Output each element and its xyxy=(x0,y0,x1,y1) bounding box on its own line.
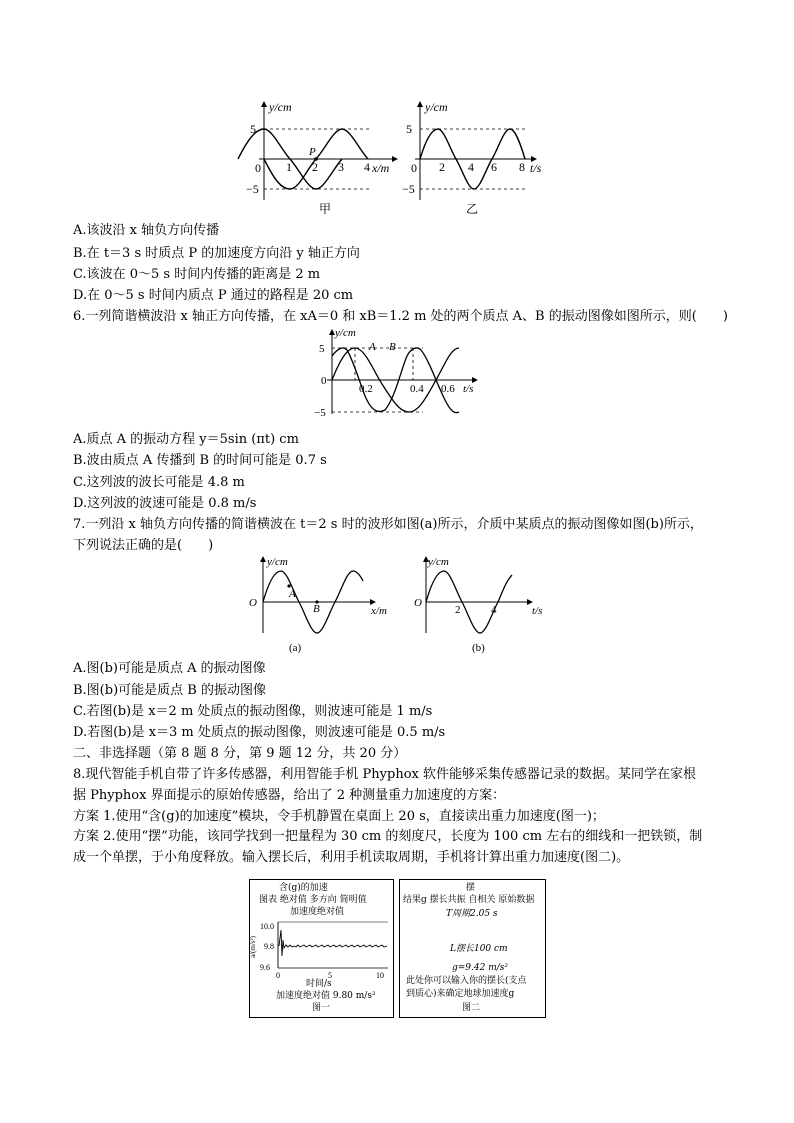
svg-text:0.6: 0.6 xyxy=(441,383,455,395)
svg-text:y/cm: y/cm xyxy=(335,327,356,339)
q5-option-d: D.在 0～5 s 时间内质点 P 通过的路程是 20 cm xyxy=(73,288,354,303)
graph-a xyxy=(249,556,387,654)
q6-option-a: A.质点 A 的振动方程 y＝5sin (πt) cm xyxy=(73,432,299,447)
q8-line2: 据 Phyphox 界面提示的原始传感器，给出了 2 种测量重力加速度的方案： xyxy=(73,788,506,803)
svg-text:10.0: 10.0 xyxy=(260,922,274,931)
svg-text:t/s: t/s xyxy=(463,383,474,395)
phone-screen-pendulum xyxy=(399,879,546,1018)
phone2-period: T周期2.05 s xyxy=(446,909,498,919)
svg-text:x/m: x/m xyxy=(371,605,387,617)
svg-text:0.2: 0.2 xyxy=(359,383,373,395)
svg-text:y/cm: y/cm xyxy=(428,556,449,568)
q6-option-d: D.这列波的波速可能是 0.8 m/s xyxy=(73,496,257,511)
svg-text:x/m: x/m xyxy=(372,161,390,175)
svg-text:B: B xyxy=(389,341,396,353)
q7-option-c: C.若图(b)是 x＝2 m 处质点的振动图像，则波速可能是 1 m/s xyxy=(73,704,433,719)
svg-text:−5: −5 xyxy=(246,182,259,196)
point-p-label: P xyxy=(309,146,316,158)
svg-text:2: 2 xyxy=(455,604,461,616)
svg-text:9.8: 9.8 xyxy=(264,942,274,951)
svg-text:0: 0 xyxy=(255,161,261,175)
svg-text:y/cm: y/cm xyxy=(425,100,448,114)
svg-text:0: 0 xyxy=(321,375,327,387)
svg-text:9.6: 9.6 xyxy=(260,963,270,972)
q5-option-b: B.在 t＝3 s 时质点 P 的加速度方向沿 y 轴正方向 xyxy=(73,246,360,261)
svg-text:8: 8 xyxy=(519,160,525,174)
graph-jia xyxy=(238,100,397,216)
q6-option-c: C.这列波的波长可能是 4.8 m xyxy=(73,475,245,490)
phone1-plot xyxy=(250,918,393,986)
graph-yi xyxy=(402,100,542,216)
svg-text:2: 2 xyxy=(439,160,445,174)
section-heading: 二、非选择题（第 8 题 8 分，第 9 题 12 分，共 20 分） xyxy=(73,746,407,761)
svg-text:5: 5 xyxy=(328,971,332,980)
svg-text:4: 4 xyxy=(468,160,474,174)
phone1-reading: 加速度绝对值 9.80 m/s² xyxy=(276,991,376,1001)
svg-text:2: 2 xyxy=(312,160,318,174)
svg-text:−5: −5 xyxy=(314,407,326,419)
phone-screen-acceleration xyxy=(249,879,394,1018)
graph-b xyxy=(414,556,542,654)
q8-line5: 成一个单摆，于小角度释放。输入摆长后，利用手机读取周期，手机将计算出重力加速度(图二)。 xyxy=(73,850,630,865)
phone1-subtitle: 加速度绝对值 xyxy=(290,907,345,917)
svg-text:a/(m/s²): a/(m/s²) xyxy=(249,936,257,958)
q8-line3: 方案 1.使用“含(g)的加速度”模块，令手机静置在桌面上 20 s，直接读出重力加速度(图一)； xyxy=(73,809,605,824)
q7-stem-line1: 7.一列沿 x 轴负方向传播的简谐横波在 t＝2 s 时的波形如图(a)所示，介质中某质点的振动图像如图(b)所示， xyxy=(73,517,703,532)
svg-text:B: B xyxy=(313,603,320,615)
caption-yi: 乙 xyxy=(466,202,479,216)
svg-text:5: 5 xyxy=(406,122,412,136)
q7-stem-line2: 下列说法正确的是( ) xyxy=(73,538,214,553)
phone1-tabs: 图表 绝对值 多方向 简明值 xyxy=(259,895,367,905)
q5-option-a: A.该波沿 x 轴负方向传播 xyxy=(73,223,220,238)
q7-option-d: D.若图(b)是 x＝3 m 处质点的振动图像，则波速可能是 0.5 m/s xyxy=(73,725,446,740)
svg-text:1: 1 xyxy=(286,160,292,174)
phone2-tabs: 结果g 摆长共振 自相关 原始数据 xyxy=(403,895,535,905)
q8-line4: 方案 2.使用“摆”功能，该同学找到一把量程为 30 cm 的刻度尺，长度为 100 cm 左右的细线和一把铁锁，制 xyxy=(73,829,703,844)
q7-option-b: B.图(b)可能是质点 B 的振动图像 xyxy=(73,683,266,698)
svg-text:6: 6 xyxy=(491,160,497,174)
q6-option-b: B.波由质点 A 传播到 B 的时间可能是 0.7 s xyxy=(73,453,327,468)
phone2-g: g=9.42 m/s² xyxy=(452,963,508,973)
svg-text:0: 0 xyxy=(411,161,417,175)
svg-text:5: 5 xyxy=(250,122,256,136)
svg-text:y/cm: y/cm xyxy=(267,556,288,568)
svg-text:(b): (b) xyxy=(472,642,485,654)
phone1-caption: 图一 xyxy=(312,1003,331,1013)
jia-ylabel: y/cm xyxy=(269,100,292,114)
svg-text:10: 10 xyxy=(376,971,384,980)
phone2-length: L摆长100 cm xyxy=(450,944,508,954)
svg-text:3: 3 xyxy=(338,160,344,174)
caption-jia: 甲 xyxy=(319,202,332,216)
svg-text:−5: −5 xyxy=(402,182,415,196)
svg-text:A: A xyxy=(369,341,376,353)
q6-figure xyxy=(313,326,483,418)
phone2-note2: 到质心)来确定地球加速度g xyxy=(406,989,515,999)
svg-text:A: A xyxy=(289,588,296,600)
phone1-title: 含(g)的加速 xyxy=(279,883,328,893)
svg-text:t/s: t/s xyxy=(532,605,543,617)
q5-option-c: C.该波在 0～5 s 时间内传播的距离是 2 m xyxy=(73,267,321,282)
q8-line1: 8.现代智能手机自带了许多传感器，利用智能手机 Phyphox 软件能够采集传感器记录的数据。某同学在家根 xyxy=(73,767,696,782)
q5-figure xyxy=(245,96,565,218)
q7-figure xyxy=(245,555,555,657)
phone2-title: 摆 xyxy=(466,883,476,893)
svg-text:4: 4 xyxy=(364,160,370,174)
q6-stem: 6.一列简谐横波沿 x 轴正方向传播，在 xA＝0 和 xB＝1.2 m 处的两个质点 A、B 的振动图像如图所示，则( ) xyxy=(73,309,728,324)
svg-text:t/s: t/s xyxy=(530,161,542,175)
svg-text:0.4: 0.4 xyxy=(410,383,424,395)
phone2-caption: 图二 xyxy=(462,1003,481,1013)
q7-option-a: A.图(b)可能是质点 A 的振动图像 xyxy=(73,661,266,676)
svg-text:O: O xyxy=(249,597,257,609)
svg-text:5: 5 xyxy=(319,343,325,355)
phone1-xlabel: 时间/s xyxy=(306,979,332,989)
svg-text:0: 0 xyxy=(276,971,280,980)
phone2-note1: 此处你可以输入你的摆长(支点 xyxy=(406,976,527,986)
svg-text:(a): (a) xyxy=(289,642,302,654)
svg-text:4: 4 xyxy=(491,604,497,616)
svg-text:O: O xyxy=(414,597,422,609)
